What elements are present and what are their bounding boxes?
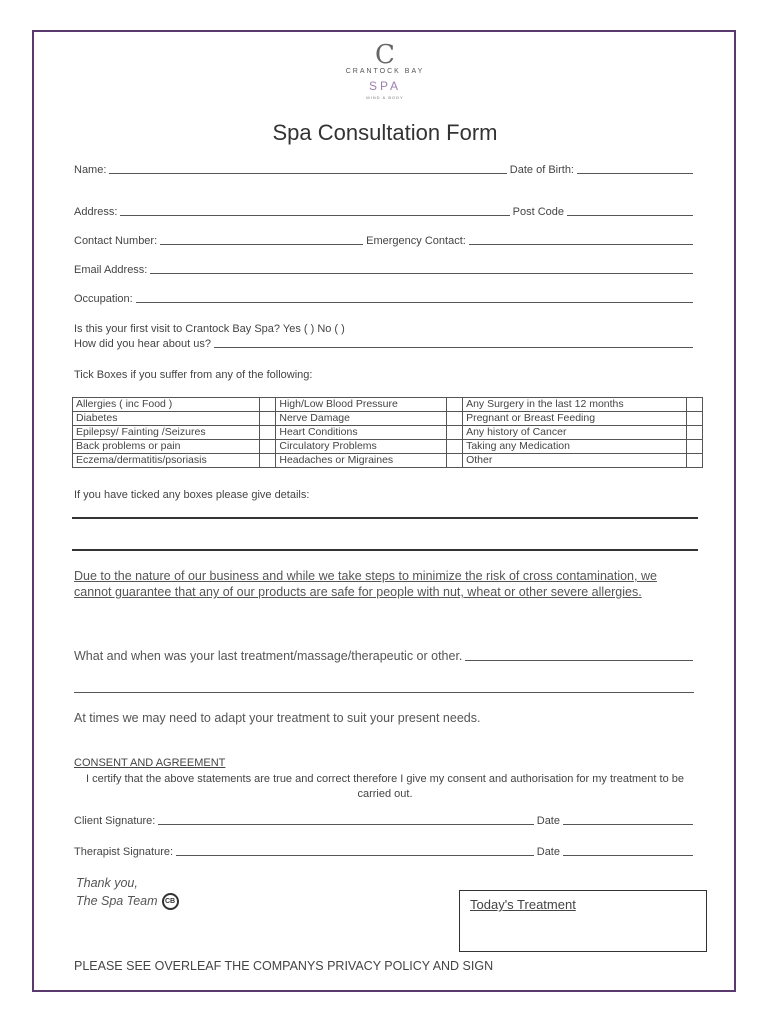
therapist-date-label: Date xyxy=(536,846,560,858)
therapist-date-field[interactable] xyxy=(563,855,693,856)
occupation-row xyxy=(74,293,696,305)
logo-brand: CRANTOCK BAY xyxy=(345,68,425,75)
table-row xyxy=(73,426,703,440)
condition-checkbox[interactable] xyxy=(687,426,703,440)
occupation-field[interactable] xyxy=(136,302,693,303)
table-row xyxy=(73,440,703,454)
privacy-footer: PLEASE SEE OVERLEAF THE COMPANYS PRIVACY POLICY AND SIGN xyxy=(74,959,494,973)
condition-label: Heart Conditions xyxy=(276,426,447,440)
todays-treatment-label: Today's Treatment xyxy=(470,897,576,912)
client-signature-label: Client Signature: xyxy=(74,815,156,827)
tick-intro: Tick Boxes if you suffer from any of the following: xyxy=(74,369,313,381)
email-row xyxy=(74,264,696,276)
condition-checkbox[interactable] xyxy=(687,454,703,468)
hear-about-row xyxy=(74,338,696,350)
thanks-line-2 xyxy=(76,893,179,910)
name-row xyxy=(74,164,696,176)
therapist-signature-field[interactable] xyxy=(176,855,534,856)
condition-label: High/Low Blood Pressure xyxy=(276,398,447,412)
conditions-table xyxy=(72,397,703,468)
condition-checkbox[interactable] xyxy=(447,454,463,468)
allergy-notice: Due to the nature of our business and while we take steps to minimize the risk of cross contamination, we cannot guarantee that any of our products are safe for people with nut, wheat or other severe allergies. xyxy=(74,569,657,599)
client-signature-field[interactable] xyxy=(158,824,533,825)
address-field[interactable] xyxy=(120,215,509,216)
contact-row xyxy=(74,235,696,247)
condition-label: Any Surgery in the last 12 months xyxy=(463,398,687,412)
name-label: Name: xyxy=(74,164,107,176)
hear-about-field[interactable] xyxy=(214,347,693,348)
condition-label: Taking any Medication xyxy=(463,440,687,454)
client-date-field[interactable] xyxy=(563,824,693,825)
condition-checkbox[interactable] xyxy=(260,412,276,426)
therapist-signature-label: Therapist Signature: xyxy=(74,846,174,858)
condition-checkbox[interactable] xyxy=(447,398,463,412)
details-prompt: If you have ticked any boxes please give details: xyxy=(74,489,310,501)
condition-checkbox[interactable] xyxy=(687,398,703,412)
details-line-2[interactable] xyxy=(72,549,698,551)
contact-field[interactable] xyxy=(160,244,363,245)
first-visit-question: Is this your first visit to Crantock Bay Spa? Yes ( ) No ( ) xyxy=(74,323,345,335)
contact-label: Contact Number: xyxy=(74,235,158,247)
therapist-signature-row xyxy=(74,846,696,858)
crantock-logo-icon: C xyxy=(375,40,395,70)
email-label: Email Address: xyxy=(74,264,148,276)
cb-logo-icon: CB xyxy=(162,893,179,910)
dob-label: Date of Birth: xyxy=(509,164,574,176)
condition-label: Eczema/dermatitis/psoriasis xyxy=(73,454,260,468)
condition-label: Pregnant or Breast Feeding xyxy=(463,412,687,426)
thanks-line-1: Thank you, xyxy=(76,876,138,890)
condition-label: Back problems or pain xyxy=(73,440,260,454)
table-row xyxy=(73,398,703,412)
name-field[interactable] xyxy=(109,173,506,174)
condition-checkbox[interactable] xyxy=(447,412,463,426)
logo-spa: SPA xyxy=(368,79,402,93)
condition-label: Epilepsy/ Fainting /Seizures xyxy=(73,426,260,440)
condition-checkbox[interactable] xyxy=(687,412,703,426)
condition-checkbox[interactable] xyxy=(260,426,276,440)
details-line-1[interactable] xyxy=(72,517,698,519)
logo-sub: MIND & BODY xyxy=(366,95,404,100)
last-treatment-label: What and when was your last treatment/massage/therapeutic or other. xyxy=(74,649,463,663)
address-row xyxy=(74,206,696,218)
condition-label: Other xyxy=(463,454,687,468)
condition-checkbox[interactable] xyxy=(260,398,276,412)
condition-checkbox[interactable] xyxy=(447,426,463,440)
last-treatment-field-2[interactable] xyxy=(74,692,694,693)
table-row xyxy=(73,454,703,468)
condition-label: Allergies ( inc Food ) xyxy=(73,398,260,412)
page-title: Spa Consultation Form xyxy=(272,120,498,145)
condition-checkbox[interactable] xyxy=(260,454,276,468)
consent-text: I certify that the above statements are true and correct therefore I give my consent and authorisation for my treatment to be carried out. xyxy=(86,773,684,800)
condition-checkbox[interactable] xyxy=(447,440,463,454)
last-treatment-row xyxy=(74,649,696,663)
client-date-label: Date xyxy=(536,815,560,827)
email-field[interactable] xyxy=(150,273,693,274)
client-signature-row xyxy=(74,815,696,827)
condition-label: Headaches or Migraines xyxy=(276,454,447,468)
condition-label: Diabetes xyxy=(73,412,260,426)
emergency-label: Emergency Contact: xyxy=(366,235,466,247)
table-row xyxy=(73,412,703,426)
consent-heading: CONSENT AND AGREEMENT xyxy=(74,757,226,769)
hear-about-label: How did you hear about us? xyxy=(74,338,211,350)
condition-label: Circulatory Problems xyxy=(276,440,447,454)
condition-checkbox[interactable] xyxy=(260,440,276,454)
emergency-field[interactable] xyxy=(469,244,693,245)
condition-label: Any history of Cancer xyxy=(463,426,687,440)
postcode-label: Post Code xyxy=(512,206,564,218)
condition-label: Nerve Damage xyxy=(276,412,447,426)
address-label: Address: xyxy=(74,206,118,218)
last-treatment-field[interactable] xyxy=(465,660,693,661)
condition-checkbox[interactable] xyxy=(687,440,703,454)
occupation-label: Occupation: xyxy=(74,293,133,305)
dob-field[interactable] xyxy=(577,173,693,174)
todays-treatment-box[interactable] xyxy=(459,890,707,952)
adapt-note: At times we may need to adapt your treatment to suit your present needs. xyxy=(74,711,481,725)
postcode-field[interactable] xyxy=(567,215,693,216)
thanks-team: The Spa Team xyxy=(76,893,158,908)
